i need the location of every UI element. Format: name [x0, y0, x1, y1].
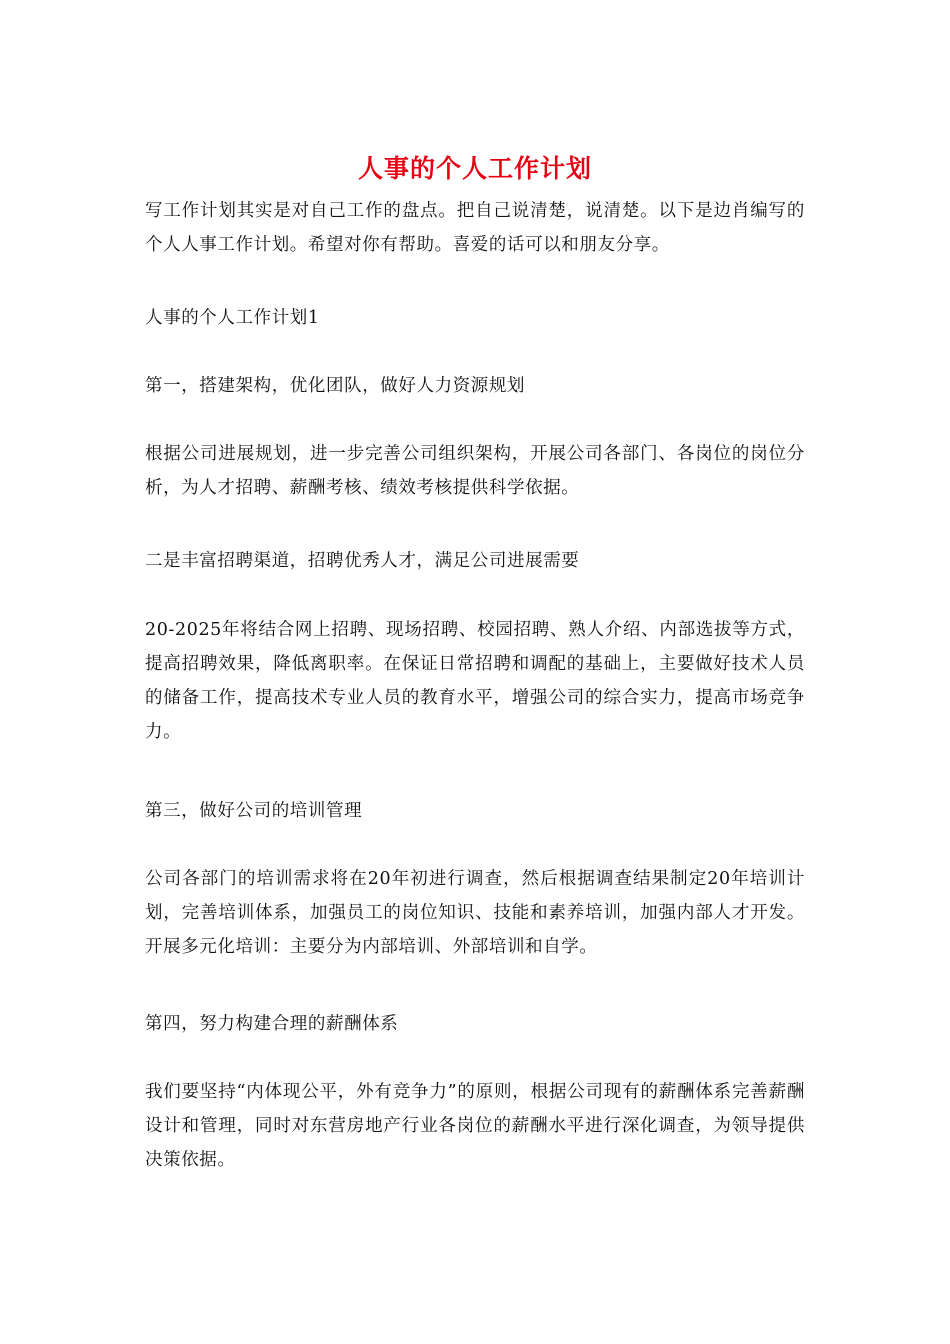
point3-heading: 第三，做好公司的培训管理: [145, 801, 363, 821]
point2-body: 20-2025年将结合网上招聘、现场招聘、校园招聘、熟人介绍、内部选拔等方式，提高招聘效果，降低离职率。在保证日常招聘和调配的基础上，主要做好技术人员的储备工作，提高技术专业人员的教育水平，增强公司的综合实力，提高市场竞争力。: [145, 620, 805, 742]
point1-body: 根据公司进展规划，进一步完善公司组织架构，开展公司各部门、各岗位的岗位分析，为人才招聘、薪酬考核、绩效考核提供科学依据。: [145, 444, 805, 498]
point4-heading: 第四，努力构建合理的薪酬体系: [145, 1014, 399, 1034]
intro-paragraph: 写工作计划其实是对自己工作的盘点。把自己说清楚，说清楚。以下是边肖编写的个人人事工作计划。希望对你有帮助。喜爱的话可以和朋友分享。: [145, 201, 805, 255]
point3-body: 公司各部门的培训需求将在20年初进行调查，然后根据调查结果制定20年培训计划，完善培训体系，加强员工的岗位知识、技能和素养培训，加强内部人才开发。开展多元化培训：主要分为内部培训、外部培训和自学。: [145, 869, 805, 957]
point2-heading: 二是丰富招聘渠道，招聘优秀人才，满足公司进展需要: [145, 551, 580, 571]
section-heading: 人事的个人工作计划1: [145, 308, 320, 328]
point4-body: 我们要坚持“内体现公平，外有竞争力”的原则，根据公司现有的薪酬体系完善薪酬设计和管理，同时对东营房地产行业各岗位的薪酬水平进行深化调查，为领导提供决策依据。: [145, 1082, 805, 1170]
point1-heading: 第一，搭建架构，优化团队，做好人力资源规划: [145, 376, 526, 396]
document-title: 人事的个人工作计划: [357, 154, 592, 183]
